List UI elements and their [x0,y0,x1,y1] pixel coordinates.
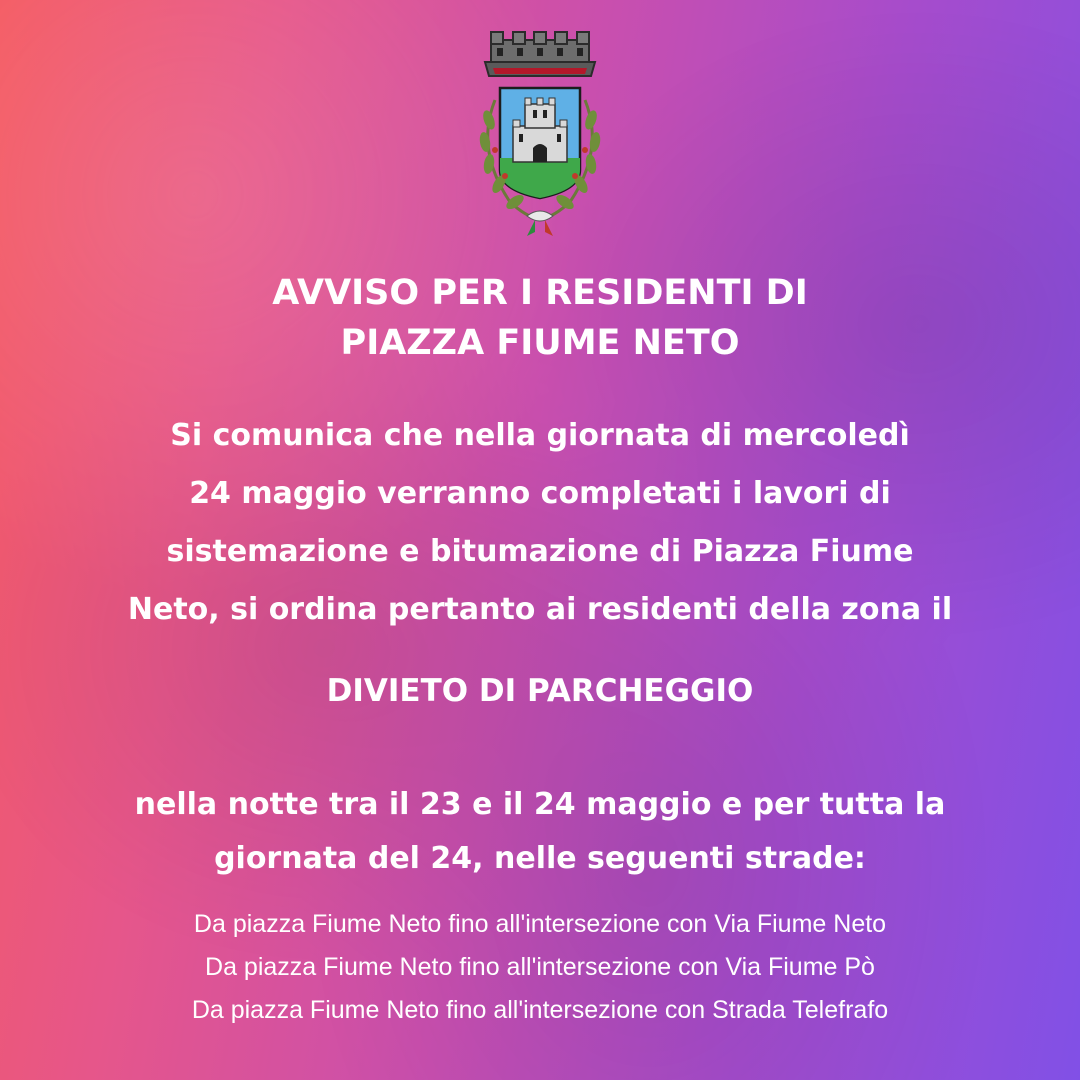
notice-title-line-1: AVVISO PER I RESIDENTI DI [272,273,808,313]
street-item: Da piazza Fiume Neto fino all'intersezione con Strada Telefrafo [191,996,889,1024]
street-item: Da piazza Fiume Neto fino all'intersezione con Via Fiume Pò [205,953,875,981]
ban-period-line-2: giornata del 24, nelle seguenti strade: [214,841,866,876]
streets-list [0,903,1080,1032]
notice-body [0,407,1080,639]
notice-body-line-2: 24 maggio verranno completati i lavori di [189,476,891,511]
municipal-coat-of-arms-icon [455,30,625,240]
street-item: Da piazza Fiume Neto fino all'intersezione con Via Fiume Neto [193,910,887,938]
ban-period-line-1: nella notte tra il 23 e il 24 maggio e per tutta la [134,787,946,822]
notice-body-line-4: Neto, si ordina pertanto ai residenti della zona il [127,592,953,627]
notice-body-line-1: Si comunica che nella giornata di mercoledì [170,418,910,453]
ban-period [0,778,1080,886]
parking-ban-heading: DIVIETO DI PARCHEGGIO [326,673,754,709]
notice-title-line-2: PIAZZA FIUME NETO [340,323,740,363]
notice-body-line-3: sistemazione e bitumazione di Piazza Fiume [166,534,914,569]
notice-title [0,268,1080,368]
